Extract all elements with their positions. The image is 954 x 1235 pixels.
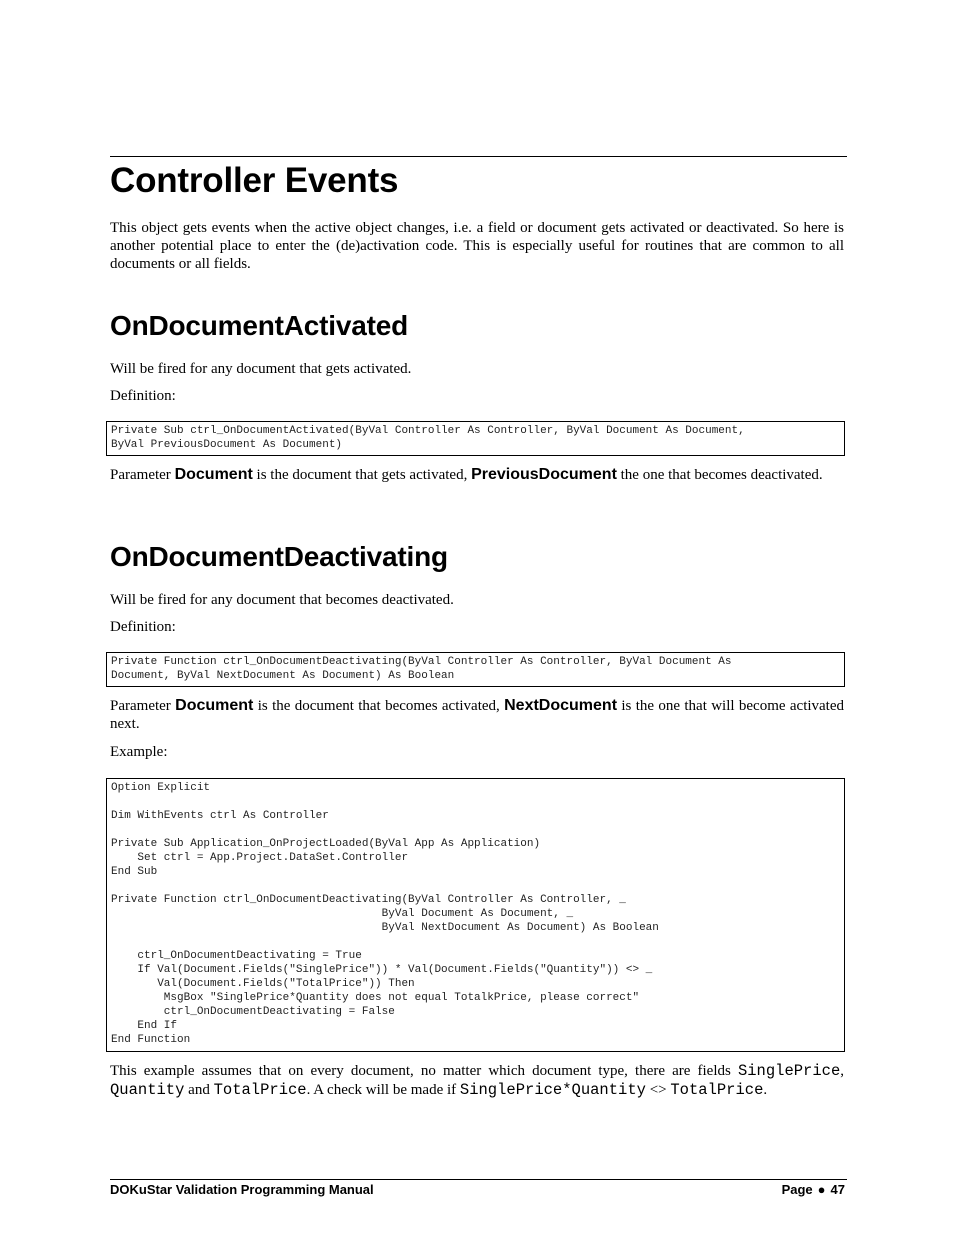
intro-paragraph: This object gets events when the active object changes, i.e. a field or document gets activated or deactivated. So here is another potential place to enter the (de)activation code. This is especially useful for routines that are common to all documents or all fields. [110,220,844,272]
section1-definition-label: Definition: [110,388,176,404]
footer-page-number: Page ● 47 [781,1182,845,1197]
param-document-term: Document [175,697,254,714]
page-title: Controller Events [110,161,399,200]
header-rule [110,156,847,157]
bullet-icon: ● [817,1182,826,1197]
section2-parameter-text: Parameter Document is the document that becomes activated, NextDocument is the one that will become activated next. [110,697,845,732]
section-title-ondocumentactivated: OnDocumentActivated [110,310,409,341]
section1-description: Will be fired for any document that gets activated. [110,361,412,377]
example-code-block: Option Explicit Dim WithEvents ctrl As Controller Private Sub Application_OnProjectLoaded(ByVal App As Application) Set ctrl = App.Project.DataSet.Controller End Sub Private Function ctrl_OnDocumentDeactivating(ByVal Controller As Controller, _ ByVal Document As Document, _ ByVal NextDocument As Document) As Boolean ctrl_OnDocumentDeactivating = True If Val(Document.Fields("SinglePrice")) * Val(Document.Fields("Quantity")) <> _ Val(Document.Fields("TotalPrice")) Then MsgBox "SinglePrice*Quantity does not equal TotalkPrice, please correct" ctrl_OnDocumentDeactivating = False End If End Function [106,778,845,1052]
section1-parameter-text: Parameter Document is the document that gets activated, PreviousDocument the one that becomes deactivated. [110,466,823,483]
example-label: Example: [110,744,168,760]
footer-rule [110,1179,847,1180]
section-title-ondocumentdeactivating: OnDocumentDeactivating [110,541,448,572]
section2-code-block: Private Function ctrl_OnDocumentDeactivating(ByVal Controller As Controller, ByVal Document As Document, ByVal NextDocument As Document) As Boolean [106,652,845,687]
section2-description: Will be fired for any document that becomes deactivated. [110,592,454,608]
footer-manual-title: DOKuStar Validation Programming Manual [110,1182,374,1197]
closing-paragraph: This example assumes that on every document, no matter which document type, there are fields SinglePrice, Quantity and TotalPrice. A check will be made if SinglePrice*Quantity <> TotalPrice. [110,1062,845,1099]
param-nextdocument-term: NextDocument [504,697,618,714]
section2-definition-label: Definition: [110,619,176,635]
param-document-term: Document [174,466,253,483]
param-previousdocument-term: PreviousDocument [471,466,617,483]
section1-code-block: Private Sub ctrl_OnDocumentActivated(ByVal Controller As Controller, ByVal Document As Document, ByVal PreviousDocument As Document) [106,421,845,456]
